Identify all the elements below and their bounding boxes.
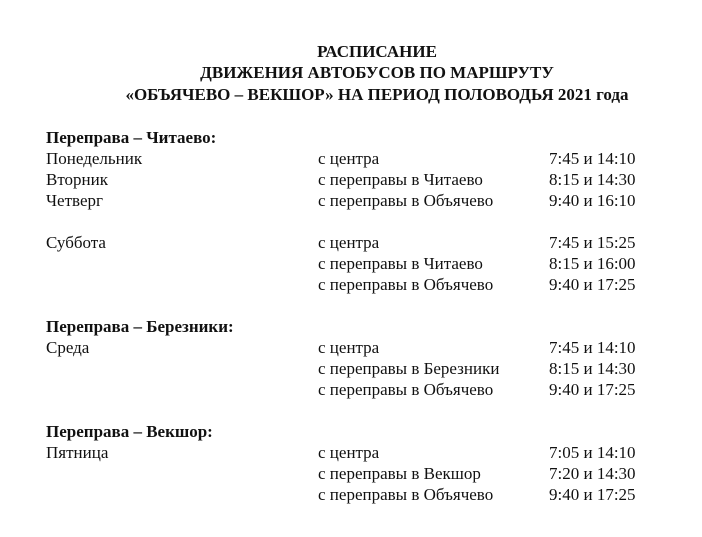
times-cell: 7:45 и 15:25 <box>549 233 636 252</box>
schedule-row <box>46 169 666 190</box>
day-cell: Четверг <box>46 191 103 210</box>
section-heading: Переправа – Векшор: <box>46 422 213 441</box>
day-cell: Вторник <box>46 170 108 189</box>
times-cell: 9:40 и 17:25 <box>549 380 636 399</box>
schedule-row <box>46 232 666 253</box>
direction-cell: с центра <box>318 443 380 462</box>
times-cell: 7:20 и 14:30 <box>549 464 636 483</box>
direction-cell: с центра <box>318 233 380 252</box>
schedule-row <box>46 274 666 295</box>
times-cell: 7:45 и 14:10 <box>549 149 636 168</box>
day-cell: Среда <box>46 338 90 357</box>
direction-cell: с центра <box>318 149 380 168</box>
times-cell: 8:15 и 14:30 <box>549 359 636 378</box>
times-cell: 9:40 и 17:25 <box>549 485 636 504</box>
section-chitaevo <box>46 127 666 295</box>
schedule-row <box>46 337 666 358</box>
day-cell: Понедельник <box>46 149 143 168</box>
schedule-row <box>46 190 666 211</box>
times-cell: 9:40 и 16:10 <box>549 191 636 210</box>
times-cell: 7:05 и 14:10 <box>549 443 636 462</box>
day-cell: Суббота <box>46 233 106 252</box>
document-title: РАСПИСАНИЕ <box>317 42 437 61</box>
document-route-title: «ОБЪЯЧЕВО – ВЕКШОР» НА ПЕРИОД ПОЛОВОДЬЯ 2021 года <box>125 85 629 104</box>
times-cell: 8:15 и 14:30 <box>549 170 636 189</box>
schedule-row <box>46 253 666 274</box>
schedule-row <box>46 148 666 169</box>
direction-cell: с переправы в Объячево <box>318 275 494 294</box>
day-cell: Пятница <box>46 443 109 462</box>
times-cell: 9:40 и 17:25 <box>549 275 636 294</box>
times-cell: 8:15 и 16:00 <box>549 254 636 273</box>
direction-cell: с переправы в Читаево <box>318 170 483 189</box>
schedule-row <box>46 484 666 505</box>
direction-cell: с центра <box>318 338 380 357</box>
schedule-row <box>46 463 666 484</box>
schedule-row <box>46 442 666 463</box>
direction-cell: с переправы в Объячево <box>318 191 494 210</box>
row-spacer <box>46 211 666 232</box>
direction-cell: с переправы в Векшор <box>318 464 481 483</box>
direction-cell: с переправы в Читаево <box>318 254 483 273</box>
schedule-row <box>46 379 666 400</box>
section-vekshor <box>46 421 666 505</box>
direction-cell: с переправы в Объячево <box>318 380 494 399</box>
section-berezniki <box>46 316 666 400</box>
section-heading: Переправа – Читаево: <box>46 128 217 147</box>
section-heading: Переправа – Березники: <box>46 317 234 336</box>
times-cell: 7:45 и 14:10 <box>549 338 636 357</box>
direction-cell: с переправы в Березники <box>318 359 500 378</box>
schedule-row <box>46 358 666 379</box>
document-subtitle: ДВИЖЕНИЯ АВТОБУСОВ ПО МАРШРУТУ <box>200 63 554 82</box>
direction-cell: с переправы в Объячево <box>318 485 494 504</box>
